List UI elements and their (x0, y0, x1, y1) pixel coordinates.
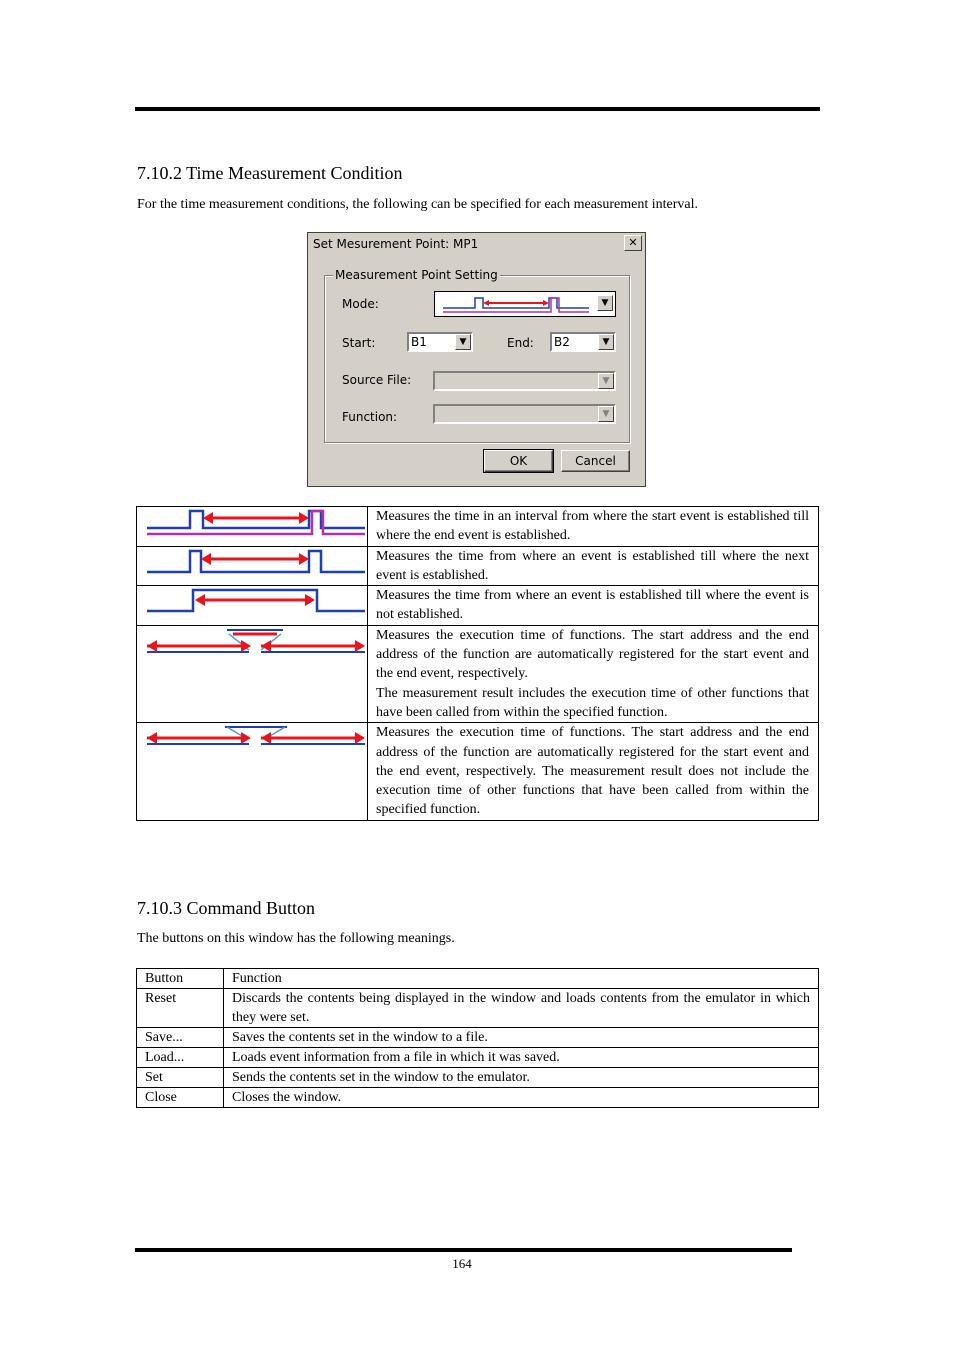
function-description-cell: Saves the contents set in the window to a file. (224, 1028, 819, 1048)
function-time-including-calls-icon (137, 626, 367, 666)
table-row (137, 546, 819, 586)
mode-description: Measures the time from where an event is established till where the next event is established. (368, 546, 819, 586)
mode-description-cell (368, 625, 819, 722)
dialog-title-bar (310, 235, 643, 253)
mode-label: Mode: (342, 297, 379, 311)
chevron-down-icon[interactable]: ▼ (597, 295, 613, 311)
function-time-excluding-calls-icon (137, 723, 367, 763)
header-rule (135, 107, 820, 111)
source-file-select[interactable] (433, 371, 616, 391)
function-description-cell: Loads event information from a file in which it was saved. (224, 1048, 819, 1068)
start-label: Start: (342, 336, 376, 350)
chevron-down-icon[interactable]: ▼ (455, 334, 471, 350)
mode-description: Measures the time from where an event is established till where the event is not established. (368, 586, 819, 626)
button-name-cell: Close (137, 1088, 224, 1108)
table-row (137, 1028, 819, 1048)
mode-icon-cell (137, 546, 368, 586)
mode-description-continued: The measurement result includes the execution time of other functions that have been called from within the specified function. (376, 685, 809, 720)
table-row (137, 625, 819, 722)
mode-signal-icon (439, 292, 599, 316)
function-label: Function: (342, 410, 398, 424)
event-established-to-not-established-icon (137, 586, 367, 624)
source-file-label: Source File: (342, 373, 412, 387)
function-description-cell: Sends the contents set in the window to the emulator. (224, 1068, 819, 1088)
page-number: 164 (452, 1256, 472, 1271)
mode-description: Measures the time in an interval from where the start event is established till where the end event is established. (368, 507, 819, 547)
button-name-cell: Save... (137, 1028, 224, 1048)
start-select[interactable] (407, 332, 473, 352)
mode-icon-cell (137, 586, 368, 626)
ok-button[interactable]: OK (484, 450, 553, 472)
mode-description: Measures the execution time of functions. The start address and the end address of the function are automatically registered for the start event and the end event, respectively. (376, 627, 809, 682)
button-name-cell: Set (137, 1068, 224, 1088)
command-buttons-table (136, 968, 819, 1108)
button-name-cell: Load... (137, 1048, 224, 1068)
section-intro-command-button: The buttons on this window has the following meanings. (137, 931, 455, 946)
section-heading-command-button: 7.10.3 Command Button (137, 898, 316, 918)
cancel-button[interactable]: Cancel (561, 450, 630, 472)
column-header-button: Button (137, 969, 224, 989)
close-icon[interactable]: ✕ (624, 235, 642, 251)
start-value: B1 (411, 335, 427, 349)
mode-icon-cell (137, 507, 368, 547)
table-row (137, 989, 819, 1028)
table-header-row (137, 969, 819, 989)
table-row (137, 507, 819, 547)
section-intro-time-measurement: For the time measurement conditions, the following can be specified for each measurement interval. (137, 197, 698, 212)
end-value: B2 (554, 335, 570, 349)
table-row (137, 1068, 819, 1088)
set-measurement-point-dialog (307, 232, 646, 487)
mode-icon-cell (137, 723, 368, 820)
event-to-next-event-icon (137, 547, 367, 585)
table-row (137, 723, 819, 820)
measurement-modes-table (136, 506, 819, 821)
footer-rule (135, 1248, 792, 1252)
mode-description: Measures the execution time of functions. The start address and the end address of the function are automatically registered for the start event and the end event, respectively. The measurement result does not include the execution time of other functions that have been called from within the specified function. (368, 723, 819, 820)
mode-select[interactable] (434, 291, 616, 317)
column-header-function: Function (224, 969, 819, 989)
chevron-down-icon: ▼ (598, 406, 614, 422)
end-label: End: (507, 336, 534, 350)
table-row (137, 1088, 819, 1108)
table-row (137, 1048, 819, 1068)
dialog-title: Set Mesurement Point: MP1 (313, 237, 479, 251)
function-description-cell: Closes the window. (224, 1088, 819, 1108)
button-name-cell: Reset (137, 989, 224, 1028)
function-select[interactable] (433, 404, 616, 424)
chevron-down-icon: ▼ (598, 373, 614, 389)
function-description-cell: Discards the contents being displayed in the window and loads contents from the emulator in which they were set. (224, 989, 819, 1028)
end-select[interactable] (550, 332, 616, 352)
group-label: Measurement Point Setting (335, 268, 498, 282)
chevron-down-icon[interactable]: ▼ (598, 334, 614, 350)
table-row (137, 586, 819, 626)
section-heading-time-measurement: 7.10.2 Time Measurement Condition (137, 163, 403, 183)
mode-icon-cell (137, 625, 368, 722)
start-end-event-interval-icon (137, 507, 367, 545)
